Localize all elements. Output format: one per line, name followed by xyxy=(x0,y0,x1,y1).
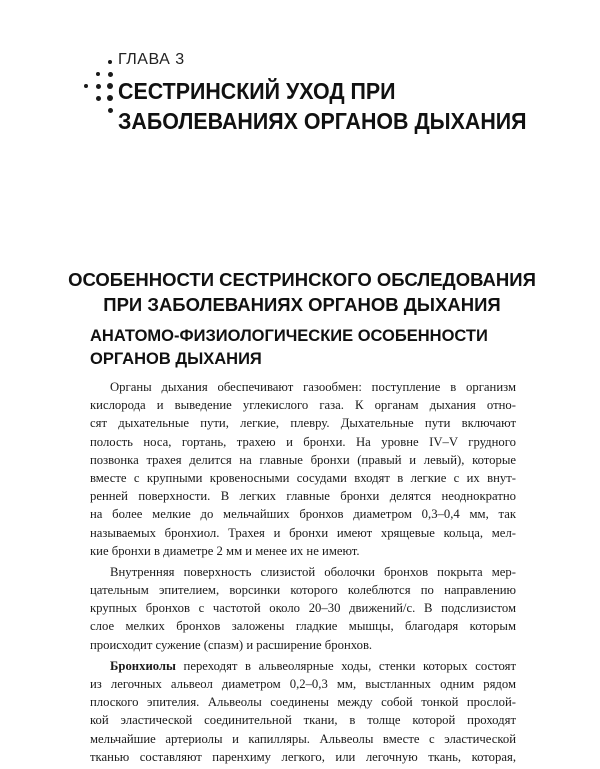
text-line-rest: переходят в альвеолярные ходы, стенки которых состоят xyxy=(175,658,516,673)
text-line: Внутренняя поверхность слизистой оболочки бронхов покрыта мер- xyxy=(110,564,516,579)
ornament-dot xyxy=(84,84,88,88)
subsection-title xyxy=(90,325,530,371)
text-line xyxy=(90,657,516,675)
text-line: называемых бронхиол. Трахея и бронхи имеют хрящевые кольца, мел- xyxy=(90,525,516,540)
text-line: сят дыхательные пути, легкие, плевру. Дыхательные пути включают xyxy=(90,416,516,431)
section-title-line: ПРИ ЗАБОЛЕВАНИЯХ ОРГАНОВ ДЫХАНИЯ xyxy=(103,294,501,315)
text-line: ренней поверхности. В легких главные бронхи делятся неоднократно xyxy=(90,489,516,504)
text-line: кислорода и выведение углекислого газа. К органам дыхания отно- xyxy=(90,398,516,413)
section-title-line: ОСОБЕННОСТИ СЕСТРИНСКОГО ОБСЛЕДОВАНИЯ xyxy=(68,269,536,290)
text-line: мельчайшие артериолы и капилляры. Альвеолы вместе с эластической xyxy=(90,731,516,746)
ornament-dot xyxy=(107,95,113,101)
ornament-dot xyxy=(108,72,113,77)
section-title xyxy=(60,267,544,317)
subsection-title-line: АНАТОМО-ФИЗИОЛОГИЧЕСКИЕ ОСОБЕННОСТИ xyxy=(90,327,488,345)
text-line: происходит сужение (спазм) и расширение бронхов. xyxy=(90,637,373,652)
text-line: крупных бронхов с частотой около 20–30 движений/с. В подслизистом xyxy=(90,601,516,616)
ornament-dot xyxy=(108,60,112,64)
ornament-dot xyxy=(96,96,101,101)
text-line: позвонка трахея делится на главные бронхи (правый и левый), которые xyxy=(90,452,516,467)
text-line: на более мелкие до мельчайших бронхов диаметром 0,3–0,4 мм, так xyxy=(90,507,516,522)
ornament-dot xyxy=(96,72,100,76)
chapter-title xyxy=(118,76,537,136)
text-line: вместе с крупными кровеносными сосудами входят в легкие с их внут- xyxy=(90,470,516,485)
text-line: тканью составляют паренхиму легкого, или легочную ткань, которая, xyxy=(90,749,516,764)
text-line: кие бронхи в диаметре 2 мм и менее их не имеют. xyxy=(90,543,360,558)
chapter-label: ГЛАВА 3 xyxy=(118,51,185,68)
chapter-title-line: ЗАБОЛЕВАНИЯХ ОРГАНОВ ДЫХАНИЯ xyxy=(118,108,527,134)
paragraph-2 xyxy=(90,563,516,654)
text-line: полость носа, гортань, трахею и бронхи. На уровне IV–V грудного xyxy=(90,434,516,449)
text-line: Органы дыхания обеспечивают газообмен: поступление в организм xyxy=(110,380,516,394)
ornament-dot xyxy=(107,83,113,89)
chapter-title-line: СЕСТРИНСКИЙ УХОД ПРИ xyxy=(118,78,396,104)
text-line: слое мелких бронхов заложены гладкие мышцы, благодаря которым xyxy=(90,619,516,634)
body-text xyxy=(90,378,516,769)
text-line: плоского эпителия. Альвеолы соединены между собой тонкой прослой- xyxy=(90,695,516,710)
ornament-dot xyxy=(108,108,113,113)
subsection-title-line: ОРГАНОВ ДЫХАНИЯ xyxy=(90,350,262,368)
text-line: кой эластической соединительной ткани, в толще которой проходят xyxy=(90,713,516,728)
ornament-dot xyxy=(96,84,101,89)
text-line: из легочных альвеол диаметром 0,2–0,3 мм, выстланных одним рядом xyxy=(90,677,516,691)
text-line: цательным эпителием, ворсинки которого колеблются по направлению xyxy=(90,583,516,598)
term-bronchioles: Бронхиолы xyxy=(110,658,176,673)
paragraph-1 xyxy=(90,378,516,560)
